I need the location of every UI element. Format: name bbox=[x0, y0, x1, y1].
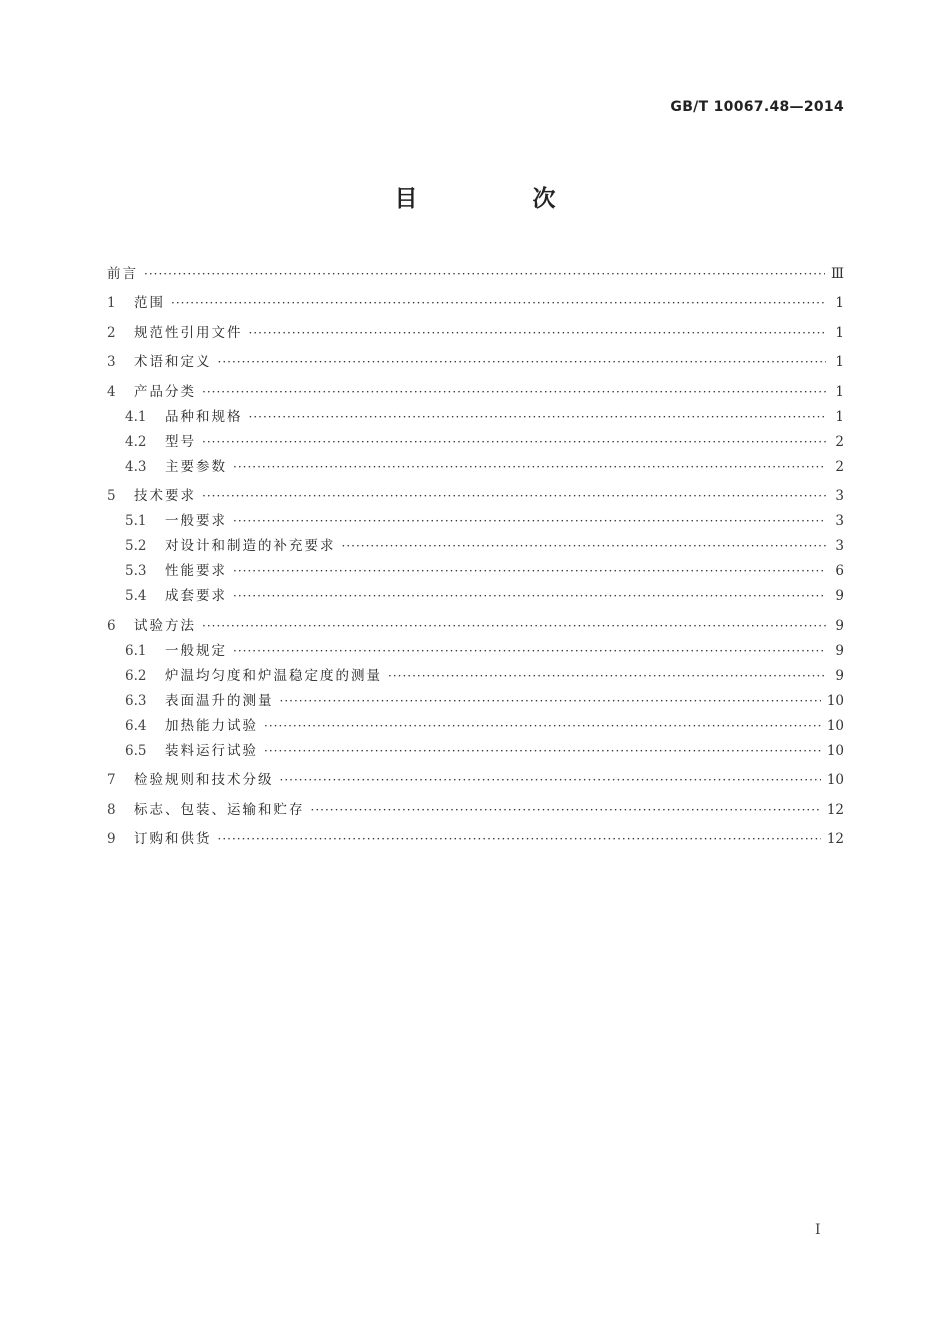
toc-entry-label: 一般规定 bbox=[165, 642, 227, 659]
toc-entry-page: 2 bbox=[835, 458, 844, 475]
dot-leader bbox=[144, 262, 825, 287]
toc-entry-number: 6.2 bbox=[125, 667, 147, 684]
toc-entry-number: 3 bbox=[107, 354, 116, 370]
toc-entry-number: 2 bbox=[107, 324, 116, 341]
toc-entry-page: 3 bbox=[835, 513, 844, 529]
toc-entry-label: 品种和规格 bbox=[165, 408, 243, 425]
dot-leader bbox=[233, 639, 826, 664]
toc-entry-label: 装料运行试验 bbox=[165, 742, 258, 759]
toc-entry-page: 6 bbox=[835, 563, 844, 579]
toc-entry-number: 4.1 bbox=[125, 408, 147, 425]
toc-entry-number: 5.1 bbox=[125, 513, 147, 529]
dot-leader bbox=[202, 380, 826, 405]
toc-entry-label: 性能要求 bbox=[165, 563, 227, 579]
toc-entry-label: 产品分类 bbox=[134, 383, 196, 400]
toc-entry-page: 9 bbox=[835, 617, 844, 634]
toc-entry-number: 5 bbox=[107, 488, 116, 504]
dot-leader bbox=[280, 689, 821, 714]
toc-entry-number: 5.2 bbox=[125, 538, 147, 554]
toc-entry-page: 10 bbox=[826, 742, 844, 759]
toc-entry-number: 5.3 bbox=[125, 563, 147, 579]
dot-leader bbox=[264, 714, 821, 739]
toc-entry-page: Ⅲ bbox=[830, 265, 844, 282]
toc-entry-label: 检验规则和技术分级 bbox=[134, 772, 274, 788]
toc-entry[interactable] bbox=[107, 346, 844, 376]
toc-entry-foreword[interactable] bbox=[107, 257, 844, 287]
toc-entry-page: 9 bbox=[835, 642, 844, 659]
dot-leader bbox=[249, 321, 827, 346]
toc-entry-label: 加热能力试验 bbox=[165, 717, 258, 734]
toc-entry-page: 1 bbox=[835, 295, 844, 311]
toc-entry-label: 前言 bbox=[107, 265, 138, 282]
dot-leader bbox=[249, 405, 827, 430]
toc-entry-page: 1 bbox=[835, 383, 844, 400]
toc-entry-page: 3 bbox=[835, 488, 844, 504]
toc-subentry[interactable] bbox=[107, 455, 844, 480]
toc-entry[interactable] bbox=[107, 609, 844, 639]
toc-entry-number: 5.4 bbox=[125, 588, 147, 604]
toc-subentry[interactable] bbox=[107, 689, 844, 714]
dot-leader bbox=[233, 455, 826, 480]
toc-entry-label: 订购和供货 bbox=[134, 831, 212, 847]
toc-entry-label: 表面温升的测量 bbox=[165, 692, 274, 709]
toc-entry[interactable] bbox=[107, 793, 844, 823]
toc-entry[interactable] bbox=[107, 316, 844, 346]
toc-entry-page: 1 bbox=[835, 324, 844, 341]
toc-subentry[interactable] bbox=[107, 430, 844, 455]
dot-leader bbox=[202, 614, 826, 639]
toc-subentry[interactable] bbox=[107, 534, 844, 559]
toc-subentry[interactable] bbox=[107, 584, 844, 609]
toc-entry-number: 6.3 bbox=[125, 692, 147, 709]
dot-leader bbox=[311, 798, 821, 823]
toc-subentry[interactable] bbox=[107, 405, 844, 430]
toc-entry-number: 6.1 bbox=[125, 642, 147, 659]
toc-entry-number: 6.4 bbox=[125, 717, 147, 734]
dot-leader bbox=[233, 509, 826, 534]
toc-entry-number: 8 bbox=[107, 801, 116, 818]
toc-entry-label: 型号 bbox=[165, 433, 196, 450]
toc-entry-number: 6.5 bbox=[125, 742, 147, 759]
toc-entry-label: 范围 bbox=[134, 295, 165, 311]
dot-leader bbox=[264, 739, 821, 764]
toc-entry-page: 3 bbox=[835, 538, 844, 554]
toc-entry-number: 4.3 bbox=[125, 458, 147, 475]
dot-leader bbox=[202, 430, 826, 455]
toc-entry-page: 10 bbox=[826, 717, 844, 734]
toc-entry-number: 1 bbox=[107, 295, 116, 311]
toc-entry[interactable] bbox=[107, 375, 844, 405]
toc-entry-label: 规范性引用文件 bbox=[134, 324, 243, 341]
toc-entry-label: 对设计和制造的补充要求 bbox=[165, 538, 336, 554]
toc-entry-page: 9 bbox=[835, 667, 844, 684]
dot-leader bbox=[342, 534, 827, 559]
toc-entry-page: 10 bbox=[826, 772, 844, 788]
page-number: I bbox=[815, 1222, 821, 1238]
toc-entry-label: 炉温均匀度和炉温稳定度的测量 bbox=[165, 667, 382, 684]
dot-leader bbox=[218, 350, 827, 375]
toc-entry-page: 12 bbox=[826, 801, 844, 818]
dot-leader bbox=[218, 827, 821, 852]
toc-subentry[interactable] bbox=[107, 739, 844, 764]
toc-subentry[interactable] bbox=[107, 559, 844, 584]
dot-leader bbox=[171, 291, 826, 316]
toc-entry-page: 9 bbox=[835, 588, 844, 604]
toc-title: 目 次 bbox=[394, 186, 602, 212]
toc-entry-number: 7 bbox=[107, 772, 116, 788]
toc-entry[interactable] bbox=[107, 287, 844, 317]
toc-entry-label: 成套要求 bbox=[165, 588, 227, 604]
toc-entry[interactable] bbox=[107, 480, 844, 510]
standard-code: GB/T 10067.48—2014 bbox=[670, 99, 844, 115]
dot-leader bbox=[388, 664, 826, 689]
toc-entry-label: 试验方法 bbox=[134, 617, 196, 634]
toc-entry-number: 6 bbox=[107, 617, 116, 634]
toc-entry-page: 1 bbox=[835, 354, 844, 370]
toc-subentry[interactable] bbox=[107, 664, 844, 689]
dot-leader bbox=[280, 768, 821, 793]
toc-entry-page: 10 bbox=[826, 692, 844, 709]
toc-entry[interactable] bbox=[107, 823, 844, 853]
dot-leader bbox=[233, 584, 826, 609]
toc-entry-number: 9 bbox=[107, 831, 116, 847]
dot-leader bbox=[202, 484, 826, 509]
toc-entry-page: 12 bbox=[826, 831, 844, 847]
toc-entry-label: 术语和定义 bbox=[134, 354, 212, 370]
toc-entry-number: 4 bbox=[107, 383, 116, 400]
toc-entry-label: 技术要求 bbox=[134, 488, 196, 504]
toc-entry[interactable] bbox=[107, 764, 844, 794]
toc-subentry[interactable] bbox=[107, 639, 844, 664]
toc-entry-label: 主要参数 bbox=[165, 458, 227, 475]
table-of-contents bbox=[107, 257, 844, 852]
toc-entry-page: 1 bbox=[835, 408, 844, 425]
toc-entry-number: 4.2 bbox=[125, 433, 147, 450]
dot-leader bbox=[233, 559, 826, 584]
toc-entry-page: 2 bbox=[835, 433, 844, 450]
toc-entry-label: 一般要求 bbox=[165, 513, 227, 529]
toc-subentry[interactable] bbox=[107, 509, 844, 534]
toc-subentry[interactable] bbox=[107, 714, 844, 739]
toc-entry-label: 标志、包装、运输和贮存 bbox=[134, 801, 305, 818]
